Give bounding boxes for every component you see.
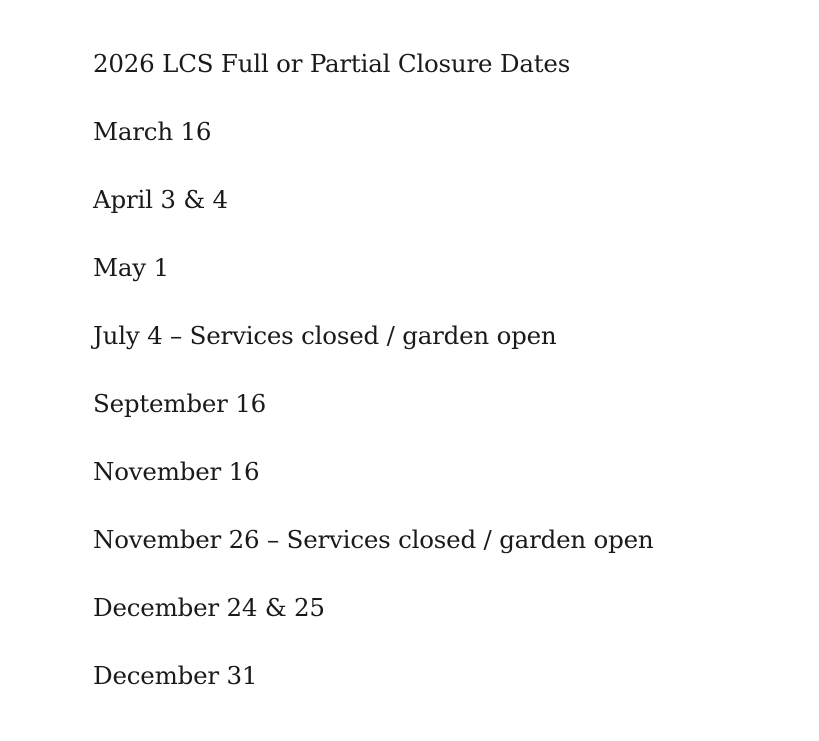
closure-date-item: December 24 & 25 — [93, 593, 325, 622]
closure-date-item: December 31 — [93, 661, 258, 690]
closure-date-item: September 16 — [93, 389, 266, 418]
closure-date-item: November 26 – Services closed / garden open — [93, 525, 654, 554]
closure-date-item: July 4 – Services closed / garden open — [93, 321, 557, 350]
closure-date-item: April 3 & 4 — [93, 185, 228, 214]
closure-date-item: March 16 — [93, 117, 212, 146]
closure-date-item: November 16 — [93, 457, 260, 486]
page-title: 2026 LCS Full or Partial Closure Dates — [93, 49, 571, 78]
closure-date-item: May 1 — [93, 253, 169, 282]
closure-dates-document — [93, 48, 793, 692]
